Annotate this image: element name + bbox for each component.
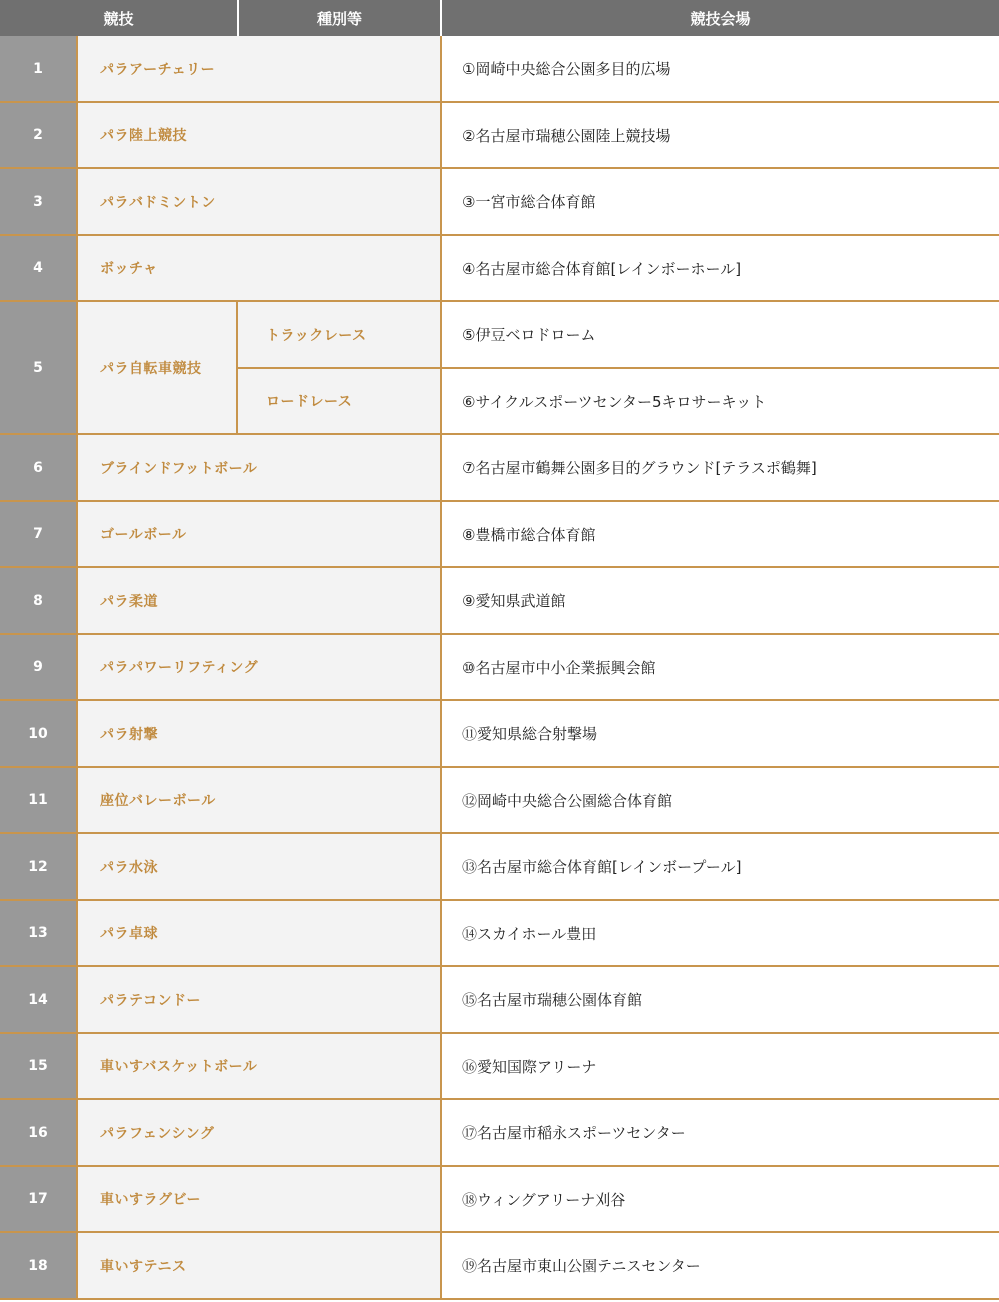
row-number: 11 — [0, 768, 76, 832]
row-number: 12 — [0, 834, 76, 899]
row-number: 15 — [0, 1034, 76, 1098]
sport-name: 車いすバスケットボール — [78, 1034, 440, 1098]
venue-name: ①岡崎中央総合公園多目的広場 — [442, 36, 999, 101]
sport-name: 車いすラグビー — [78, 1167, 440, 1231]
row-number: 1 — [0, 36, 76, 101]
venue-name: ⑧豊橋市総合体育館 — [442, 502, 999, 566]
row-number: 8 — [0, 568, 76, 633]
venue-name: ④名古屋市総合体育館[レインボーホール] — [442, 236, 999, 300]
venue-name: ⑥サイクルスポーツセンター5キロサーキット — [442, 369, 999, 433]
venue-name: ⑲名古屋市東山公園テニスセンター — [442, 1233, 999, 1298]
venue-name: ⑦名古屋市鶴舞公園多目的グラウンド[テラスポ鶴舞] — [442, 435, 999, 500]
venue-name: ⑪愛知県総合射撃場 — [442, 701, 999, 766]
venue-name: ⑰名古屋市稲永スポーツセンター — [442, 1100, 999, 1165]
sport-name: ゴールボール — [78, 502, 440, 566]
row-number: 7 — [0, 502, 76, 566]
header-venue: 競技会場 — [442, 0, 999, 36]
venue-name: ⑩名古屋市中小企業振興会館 — [442, 635, 999, 699]
venue-name: ⑨愛知県武道館 — [442, 568, 999, 633]
venue-name: ⑬名古屋市総合体育館[レインボープール] — [442, 834, 999, 899]
sport-name: パラ射撃 — [78, 701, 440, 766]
sport-name: パラフェンシング — [78, 1100, 440, 1165]
row-number: 18 — [0, 1233, 76, 1298]
row-number: 5 — [0, 302, 76, 433]
venue-name: ⑱ウィングアリーナ刈谷 — [442, 1167, 999, 1231]
sub-category: ロードレース — [238, 369, 440, 433]
venue-name: ⑯愛知国際アリーナ — [442, 1034, 999, 1098]
row-number: 4 — [0, 236, 76, 300]
row-number: 16 — [0, 1100, 76, 1165]
venue-name: ⑭スカイホール豊田 — [442, 901, 999, 965]
header-divider — [237, 0, 239, 36]
sport-name: ブラインドフットボール — [78, 435, 440, 500]
row-number: 9 — [0, 635, 76, 699]
sport-name: パラバドミントン — [78, 169, 440, 234]
venue-name: ③一宮市総合体育館 — [442, 169, 999, 234]
sport-name: パラ自転車競技 — [78, 302, 236, 433]
row-number: 6 — [0, 435, 76, 500]
sport-name: パラテコンドー — [78, 967, 440, 1032]
venue-name: ⑤伊豆ベロドローム — [442, 302, 999, 367]
header-divider — [440, 0, 442, 36]
row-number: 13 — [0, 901, 76, 965]
sport-name: 座位バレーボール — [78, 768, 440, 832]
sport-name: 車いすテニス — [78, 1233, 440, 1298]
sub-category: トラックレース — [238, 302, 440, 367]
header-sport: 競技 — [0, 0, 237, 36]
row-number: 10 — [0, 701, 76, 766]
sport-name: パラ卓球 — [78, 901, 440, 965]
venue-name: ⑫岡崎中央総合公園総合体育館 — [442, 768, 999, 832]
row-number: 17 — [0, 1167, 76, 1231]
row-number: 2 — [0, 103, 76, 167]
sport-name: パラ柔道 — [78, 568, 440, 633]
header-category: 種別等 — [239, 0, 440, 36]
sport-name: パラ陸上競技 — [78, 103, 440, 167]
row-number: 14 — [0, 967, 76, 1032]
sport-name: ボッチャ — [78, 236, 440, 300]
sport-name: パラアーチェリー — [78, 36, 440, 101]
sport-name: パラ水泳 — [78, 834, 440, 899]
row-number: 3 — [0, 169, 76, 234]
venue-name: ②名古屋市瑞穂公園陸上競技場 — [442, 103, 999, 167]
row-divider — [0, 1298, 999, 1300]
sport-name: パラパワーリフティング — [78, 635, 440, 699]
venue-name: ⑮名古屋市瑞穂公園体育館 — [442, 967, 999, 1032]
